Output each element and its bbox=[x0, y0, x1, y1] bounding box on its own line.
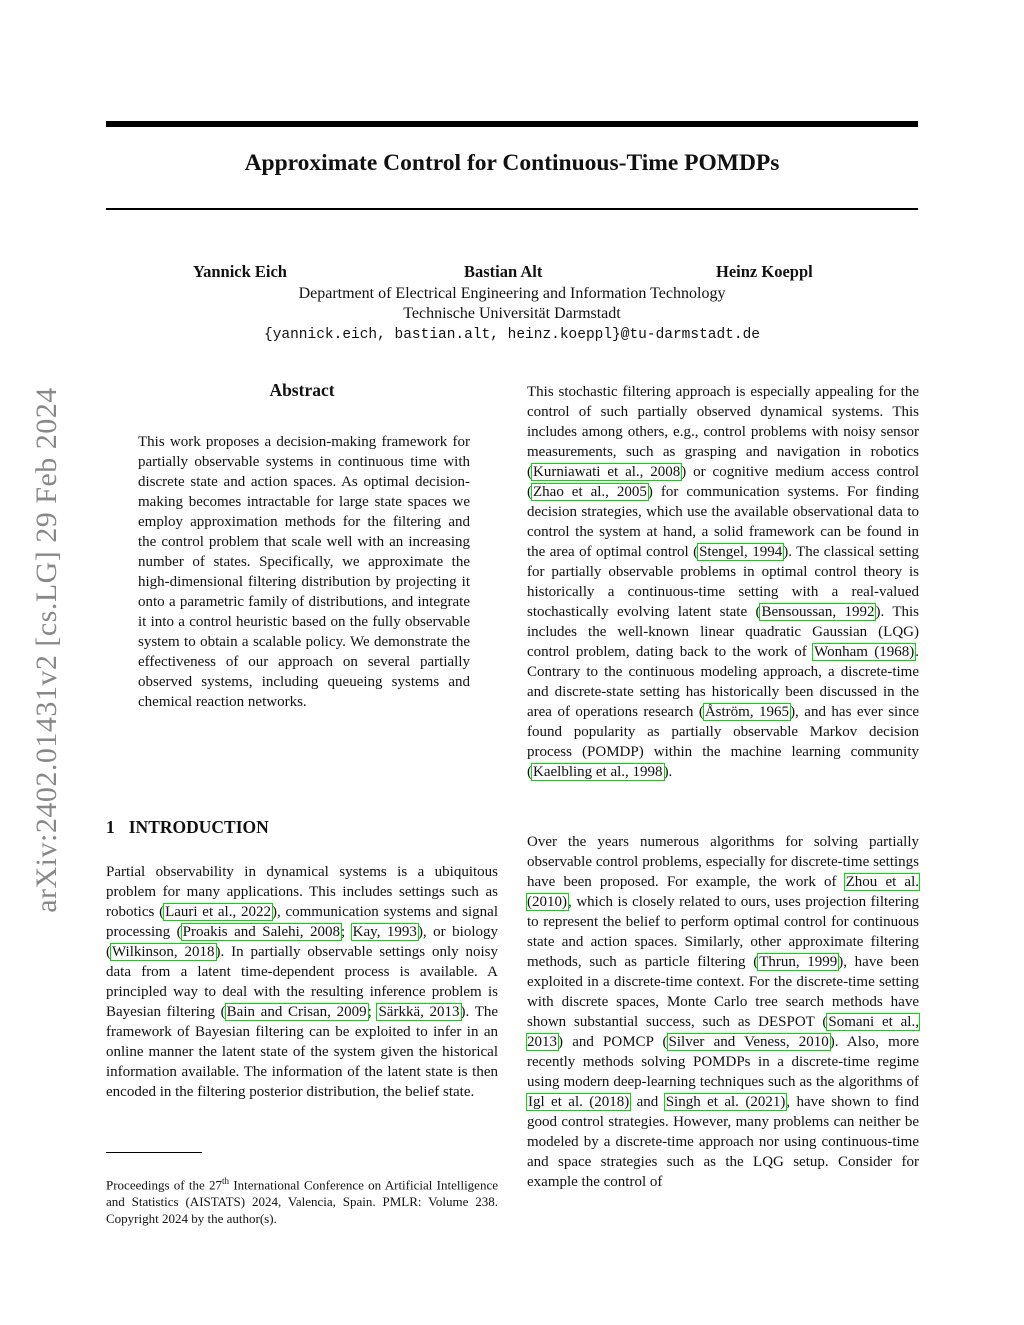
abstract-heading: Abstract bbox=[269, 380, 335, 400]
paper-title: Approximate Control for Continuous-Time POMDPs bbox=[244, 150, 780, 176]
section-title: INTRODUCTION bbox=[128, 817, 269, 837]
citation-link[interactable]: Kay, 1993 bbox=[352, 924, 417, 940]
citation-link[interactable]: Åström, 1965 bbox=[704, 704, 790, 720]
citation-link[interactable]: Lauri et al., 2022 bbox=[165, 904, 271, 920]
citation-link[interactable]: Zhou et al. (2010) bbox=[527, 874, 919, 910]
right-paragraph-1: This stochastic filtering approach is especially appealing for the control of such partially observed dynamical systems. This includes among others, e.g., control problems with noisy sensor measurements, such as grasping and navigation in robotics (Kurniawati et al., 2008) or cognitive medium access control (Zhao et al., 2005) for communication systems. For finding decision strategies, which use the available observational data to control the system at hand, a solid framework can be found in the area of optimal control (Stengel, 1994). The classical setting for partially observable problems in optimal control theory is historically a continuous-time setting with a real-valued stochastically evolving latent state (Bensoussan, 1992). This includes the well-known linear quadratic Gaussian (LQG) control problem, dating back to the work of Wonham (1968). Contrary to the continuous modeling approach, a discrete-time and discrete-state setting has historically been discussed in the area of operations research (Åström, 1965), and has ever since found popularity as partially observable Markov decision process (POMDP) within the machine learning community (Kaelbling et al., 1998). bbox=[527, 384, 920, 780]
citation-link[interactable]: Zhao et al., 2005 bbox=[533, 484, 647, 500]
section-heading bbox=[106, 817, 269, 838]
citation-link[interactable]: Stengel, 1994 bbox=[699, 544, 783, 560]
email-line: {yannick.eich, bastian.alt, heinz.koeppl}@tu-darmstadt.de bbox=[264, 327, 760, 343]
citation-link[interactable]: Thrun, 1999 bbox=[759, 954, 838, 970]
citation-link[interactable]: Igl et al. (2018) bbox=[528, 1094, 630, 1110]
citation-link[interactable]: Kurniawati et al., 2008 bbox=[533, 464, 681, 480]
citation-link[interactable]: Somani et al., 2013 bbox=[527, 1014, 919, 1050]
citation-link[interactable]: Wilkinson, 2018 bbox=[112, 944, 215, 960]
footnote-rule bbox=[106, 1152, 202, 1153]
university: Technische Universität Darmstadt bbox=[403, 305, 621, 322]
abstract-text: This work proposes a decision-making framework for partially observable systems in continuous time with discrete state and action spaces. As optimal decision-making becomes intractable for large state spaces we employ approximation methods for the filtering and the control problem that scale well with an increasing number of states. Specifically, we approximate the high-dimensional filtering distribution by projecting it onto a parametric family of distributions, and integrate it into a control heuristic based on the fully observable system to obtain a scalable policy. We demonstrate the effectiveness of our approach on several partially observed systems, including queueing systems and chemical reaction networks. bbox=[138, 434, 470, 710]
citation-link[interactable]: Singh et al. (2021) bbox=[665, 1094, 786, 1110]
footnote: Proceedings of the 27th International Conference on Artificial Intelligence and Statistics (AISTATS) 2024, Valencia, Spain. PMLR: Volume 238. Copyright 2024 by the author(s). bbox=[106, 1176, 498, 1227]
intro-paragraph: Partial observability in dynamical systems is a ubiquitous problem for many applications. This includes settings such as robotics (Lauri et al., 2022), communication systems and signal processing (Proakis and Salehi, 2008; Kay, 1993), or biology (Wilkinson, 2018). In partially observable settings only noisy data from a latent time-dependent process is available. A principled way to deal with the resulting inference problem is Bayesian filtering (Bain and Crisan, 2009; Särkkä, 2013). The framework of Bayesian filtering can be exploited to infer in an online manner the latent state of the system given the historical information available. The information of the latent state is then encoded in the filtering posterior distribution, the belief state. bbox=[106, 864, 499, 1100]
right-paragraph-2: Over the years numerous algorithms for solving partially observable control problems, especially for discrete-time settings have been proposed. For example, the work of Zhou et al. (2010), which is closely related to ours, uses projection filtering to represent the belief to perform optimal control for continuous state and action spaces. Similarly, other approximate filtering methods, such as particle filtering (Thrun, 1999), have been exploited in a discrete-time context. For the discrete-time setting with discrete spaces, Monte Carlo tree search methods have shown substantial success, such as DESPOT (Somani et al., 2013) and POMCP (Silver and Veness, 2010). Also, more recently methods solving POMDPs in a discrete-time regime using modern deep-learning techniques such as the algorithms of Igl et al. (2018) and Singh et al. (2021), have shown to find good control strategies. However, many problems can neither be modeled by a discrete-time approach nor using continuous-time and space strategies such as the LQG setup. Consider for example the control of bbox=[527, 834, 919, 1190]
citation-link[interactable]: Silver and Veness, 2010 bbox=[668, 1034, 829, 1050]
citation-link[interactable]: Proakis and Salehi, 2008 bbox=[182, 924, 341, 940]
author-list bbox=[0, 262, 1024, 286]
top-rule bbox=[106, 121, 918, 127]
author-name: Yannick Eich bbox=[193, 262, 287, 281]
citation-link[interactable]: Särkkä, 2013 bbox=[378, 1004, 460, 1020]
citation-link[interactable]: Bensoussan, 1992 bbox=[761, 604, 875, 620]
arxiv-stamp-text: arXiv:2402.01431v2 [cs.LG] 29 Feb 2024 bbox=[30, 387, 63, 913]
section-number: 1 bbox=[106, 817, 115, 837]
author-name: Bastian Alt bbox=[464, 262, 543, 281]
citation-link[interactable]: Bain and Crisan, 2009 bbox=[226, 1004, 367, 1020]
author-name: Heinz Koeppl bbox=[716, 262, 813, 281]
citation-link[interactable]: Wonham (1968) bbox=[814, 644, 915, 660]
title-rule bbox=[106, 208, 918, 210]
citation-link[interactable]: Kaelbling et al., 1998 bbox=[533, 764, 663, 780]
department: Department of Electrical Engineering and Information Technology bbox=[298, 285, 726, 302]
